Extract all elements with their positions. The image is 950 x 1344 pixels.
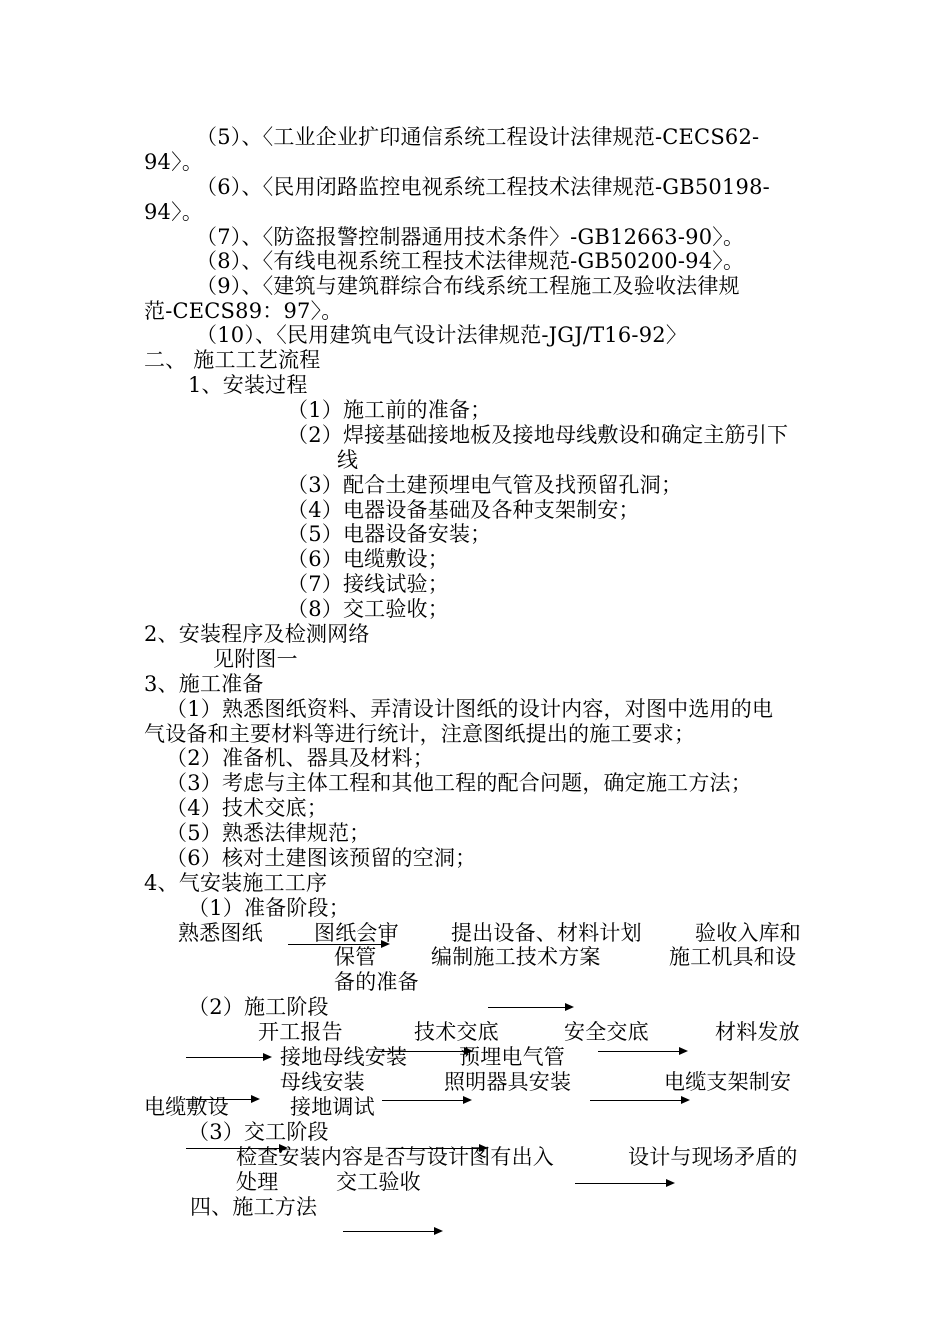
- standard-item-5-line2: 94〉。: [144, 150, 204, 174]
- standard-item-8: （8）、〈有线电视系统工程技术法律规范-GB50200-94〉。: [196, 249, 745, 273]
- flow-arrow: [186, 1057, 270, 1058]
- flow-arrow: [186, 1148, 286, 1149]
- flow-node: 提出设备、材料计划: [451, 921, 642, 945]
- flow-node: 开工报告: [258, 1020, 343, 1044]
- flow-arrow: [186, 1099, 258, 1100]
- flow-arrow: [388, 1148, 486, 1149]
- flow-node: 材料发放: [715, 1020, 800, 1044]
- flow-node: 保管: [334, 945, 377, 969]
- flow-node: 验收入库和: [695, 921, 801, 945]
- procedure-heading: 2、安装程序及检测网络: [144, 622, 370, 646]
- install-step: （8）交工验收；: [287, 597, 449, 621]
- flow-node: 电缆支架制安: [664, 1070, 792, 1094]
- standard-item-9-line1: （9）、〈建筑与建筑群综合布线系统工程施工及验收法律规: [196, 274, 740, 298]
- section-heading-4: 四、施工方法: [190, 1195, 318, 1219]
- flow-node: 处理: [236, 1170, 279, 1194]
- stage-label-prep: （1）准备阶段；: [188, 896, 350, 920]
- flow-node: 交工验收: [336, 1170, 421, 1194]
- flow-node: 预埋电气管: [459, 1045, 565, 1069]
- install-step: （6）电缆敷设；: [287, 547, 449, 571]
- flow-node: 熟悉图纸: [178, 921, 263, 945]
- flow-node: 技术交底: [414, 1020, 499, 1044]
- flow-node: 设计与现场矛盾的: [628, 1145, 798, 1169]
- standard-item-9-line2: 范-CECS89：97〉。: [144, 299, 343, 323]
- flow-node: 备的准备: [334, 970, 419, 994]
- standard-item-7: （7）、〈防盗报警控制器通用技术条件〉-GB12663-90〉。: [196, 225, 745, 249]
- flow-arrow: [376, 1051, 471, 1052]
- standard-item-5-line1: （5）、〈工业企业扩印通信系统工程设计法律规范-CECS62-: [196, 125, 760, 149]
- flow-node: 接地母线安装: [280, 1045, 408, 1069]
- flow-arrow: [488, 1007, 572, 1008]
- install-step-continuation: 线: [337, 448, 359, 472]
- install-step: （1）施工前的准备；: [287, 398, 492, 422]
- install-step: （7）接线试验；: [287, 572, 449, 596]
- install-step: （3）配合土建预埋电气管及找预留孔洞；: [287, 473, 683, 497]
- standard-item-6-line2: 94〉。: [144, 200, 204, 224]
- install-step: （2）焊接基础接地板及接地母线敷设和确定主筋引下: [287, 423, 789, 447]
- flow-node: 安全交底: [564, 1020, 649, 1044]
- install-step: （4）电器设备基础及各种支架制安；: [287, 498, 640, 522]
- flow-arrow: [382, 1100, 470, 1101]
- flow-node: 母线安装: [280, 1070, 365, 1094]
- standard-item-6-line1: （6）、〈民用闭路监控电视系统工程技术法律规范-GB50198-: [196, 175, 770, 199]
- preparation-item: （6）核对土建图该预留的空洞；: [166, 846, 477, 870]
- section-heading-2: 二、 施工工艺流程: [144, 348, 321, 372]
- flow-node: 施工机具和设: [669, 945, 797, 969]
- sequence-heading: 4、气安装施工工序: [144, 871, 328, 895]
- preparation-item: （1）熟悉图纸资料、弄清设计图纸的设计内容，对图中选用的电: [166, 697, 774, 721]
- install-step: （5）电器设备安装；: [287, 522, 492, 546]
- flow-node: 电缆敷设: [144, 1095, 229, 1119]
- flow-arrow: [288, 944, 388, 945]
- flow-arrow: [590, 1100, 688, 1101]
- preparation-item: （5）熟悉法律规范；: [166, 821, 371, 845]
- procedure-note: 见附图一: [213, 647, 298, 671]
- preparation-item: （4）技术交底；: [166, 796, 328, 820]
- preparation-item-continuation: 气设备和主要材料等进行统计，注意图纸提出的施工要求；: [144, 722, 696, 746]
- standard-item-10: （10）、〈民用建筑电气设计法律规范-JGJ/T16-92〉: [196, 323, 688, 347]
- flow-node: 编制施工技术方案: [431, 945, 601, 969]
- stage-label-construction: （2）施工阶段: [188, 995, 329, 1019]
- flow-node: 接地调试: [290, 1095, 375, 1119]
- flow-arrow: [598, 1051, 686, 1052]
- flow-arrow: [343, 1231, 441, 1232]
- preparation-item: （3）考虑与主体工程和其他工程的配合问题，确定施工方法；: [166, 771, 752, 795]
- preparation-heading: 3、施工准备: [144, 672, 264, 696]
- flow-node: 图纸会审: [314, 921, 399, 945]
- flow-node: 照明器具安装: [444, 1070, 572, 1094]
- stage-label-handover: （3）交工阶段: [188, 1120, 329, 1144]
- flow-node: 检查安装内容是否与设计图有出入: [236, 1145, 554, 1169]
- install-process-heading: 1、安装过程: [188, 373, 308, 397]
- preparation-item: （2）准备机、器具及材料；: [166, 746, 434, 770]
- flow-arrow: [575, 1183, 673, 1184]
